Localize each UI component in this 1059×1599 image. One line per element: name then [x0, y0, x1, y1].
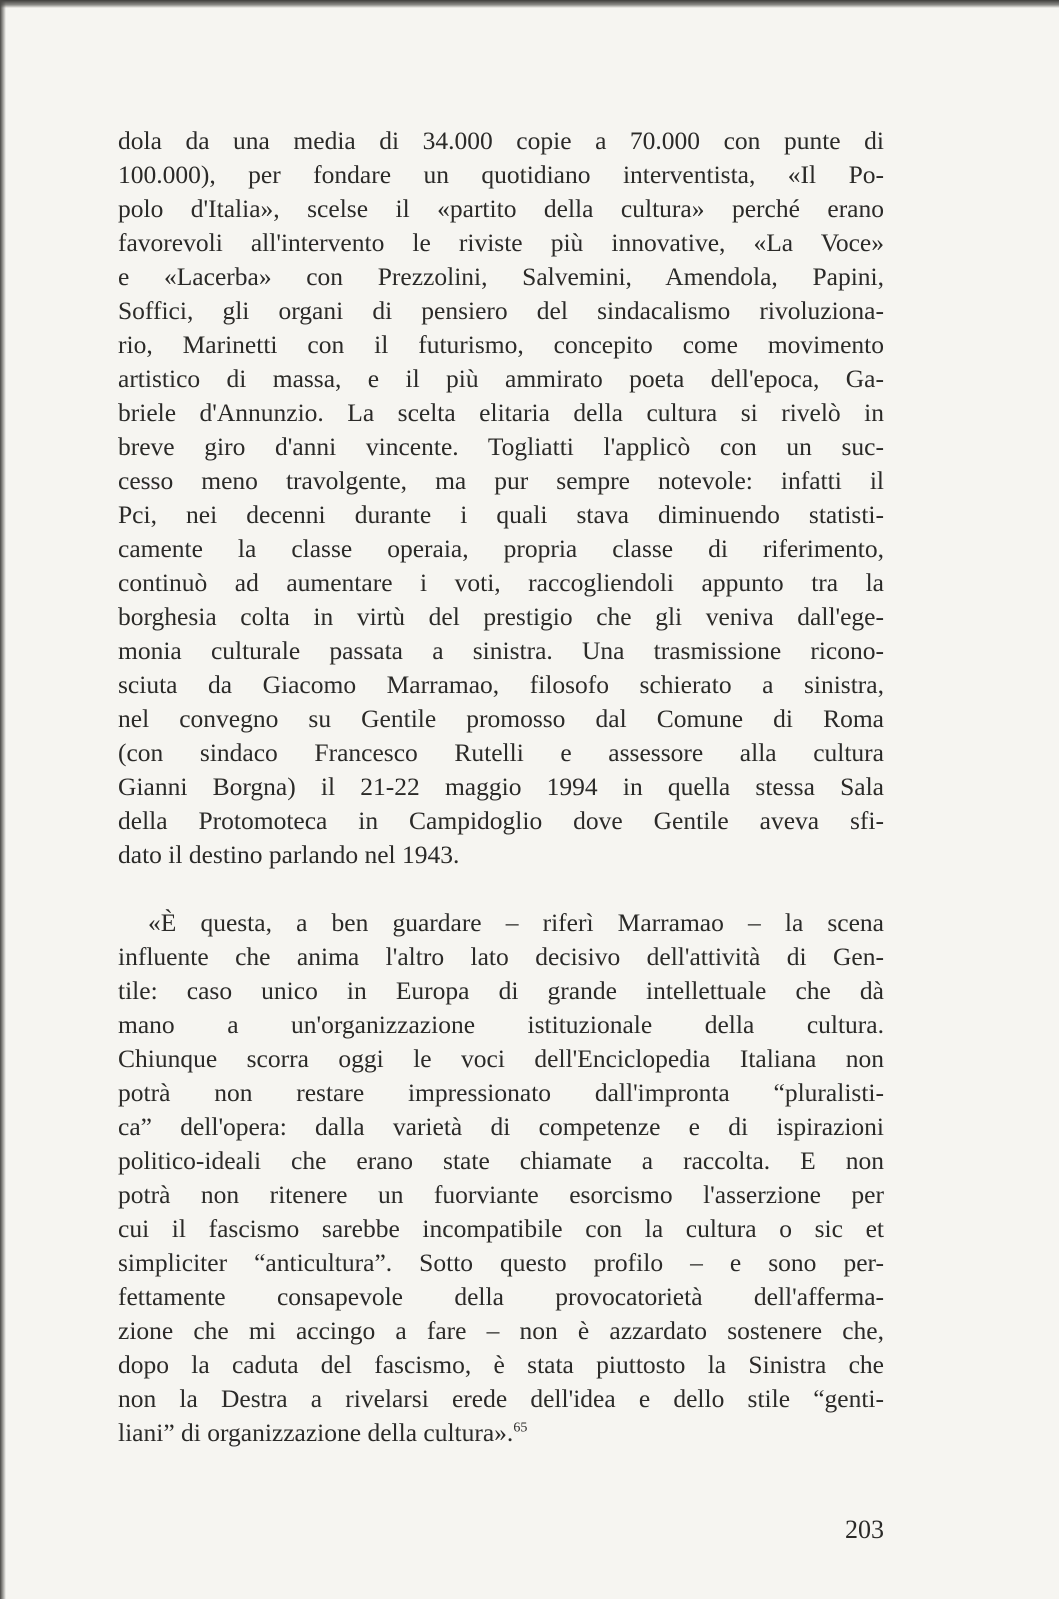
text-line: tile: caso unico in Europa di grande intellettuale che dà	[118, 976, 884, 1005]
text-line: cui il fascismo sarebbe incompatibile con la cultura o sic et	[118, 1214, 884, 1243]
text-line-with-footnote	[118, 1416, 884, 1450]
text-line: mano a un'organizzazione istituzionale della cultura.	[118, 1010, 884, 1039]
text-line: e «Lacerba» con Prezzolini, Salvemini, Amendola, Papini,	[118, 262, 884, 291]
text-line: ca” dell'opera: dalla varietà di competenze e di ispirazioni	[118, 1112, 884, 1141]
text-line: borghesia colta in virtù del prestigio che gli veniva dall'ege-	[118, 602, 884, 631]
page-number: 203	[845, 1515, 884, 1544]
text-line: nel convegno su Gentile promosso dal Comune di Roma	[118, 704, 884, 733]
text-line: non la Destra a rivelarsi erede dell'idea e dello stile “genti-	[118, 1384, 884, 1413]
paragraph-2-quotation	[118, 906, 884, 1450]
text-line: Soffici, gli organi di pensiero del sindacalismo rivoluziona-	[118, 296, 884, 325]
text-line: Pci, nei decenni durante i quali stava diminuendo statisti-	[118, 500, 884, 529]
scan-top-edge	[0, 0, 1059, 8]
text-line: «È questa, a ben guardare – riferì Marramao – la scena	[148, 908, 884, 937]
text-line: dopo la caduta del fascismo, è stata piuttosto la Sinistra che	[118, 1350, 884, 1379]
text-line: dato il destino parlando nel 1943.	[118, 840, 460, 869]
text-line: influente che anima l'altro lato decisivo dell'attività di Gen-	[118, 942, 884, 971]
text-line: breve giro d'anni vincente. Togliatti l'applicò con un suc-	[118, 432, 884, 461]
text-line: cesso meno travolgente, ma pur sempre notevole: infatti il	[118, 466, 884, 495]
text-line: della Protomoteca in Campidoglio dove Gentile aveva sfi-	[118, 806, 884, 835]
text-line: simpliciter “anticultura”. Sotto questo profilo – e sono per-	[118, 1248, 884, 1277]
footnote-reference[interactable]: 65	[513, 1420, 528, 1436]
text-line: potrà non restare impressionato dall'impronta “pluralisti-	[118, 1078, 884, 1107]
text-line: liani” di organizzazione della cultura».	[118, 1418, 514, 1447]
text-line: continuò ad aumentare i voti, raccogliendoli appunto tra la	[118, 568, 884, 597]
text-line: artistico di massa, e il più ammirato poeta dell'epoca, Ga-	[118, 364, 884, 393]
text-line: dola da una media di 34.000 copie a 70.000 con punte di	[118, 126, 884, 155]
text-line: fettamente consapevole della provocatorietà dell'afferma-	[118, 1282, 884, 1311]
text-line: favorevoli all'intervento le riviste più innovative, «La Voce»	[118, 228, 884, 257]
text-line: potrà non ritenere un fuorviante esorcismo l'asserzione per	[118, 1180, 884, 1209]
text-line: Chiunque scorra oggi le voci dell'Enciclopedia Italiana non	[118, 1044, 884, 1073]
text-line: Gianni Borgna) il 21-22 maggio 1994 in quella stessa Sala	[118, 772, 884, 801]
paragraph-1	[118, 124, 884, 872]
text-line: polo d'Italia», scelse il «partito della cultura» perché erano	[118, 194, 884, 223]
body-text	[118, 124, 884, 1450]
text-line: briele d'Annunzio. La scelta elitaria della cultura si rivelò in	[118, 398, 884, 427]
text-line: 100.000), per fondare un quotidiano interventista, «Il Po-	[118, 160, 884, 189]
text-line: rio, Marinetti con il futurismo, concepito come movimento	[118, 330, 884, 359]
text-line: zione che mi accingo a fare – non è azzardato sostenere che,	[118, 1316, 884, 1345]
text-line: monia culturale passata a sinistra. Una trasmissione ricono-	[118, 636, 884, 665]
text-line: politico-ideali che erano state chiamate a raccolta. E non	[118, 1146, 884, 1175]
text-line: (con sindaco Francesco Rutelli e assessore alla cultura	[118, 738, 884, 767]
text-line: camente la classe operaia, propria classe di riferimento,	[118, 534, 884, 563]
text-line: sciuta da Giacomo Marramao, filosofo schierato a sinistra,	[118, 670, 884, 699]
scan-left-edge	[0, 0, 6, 1599]
